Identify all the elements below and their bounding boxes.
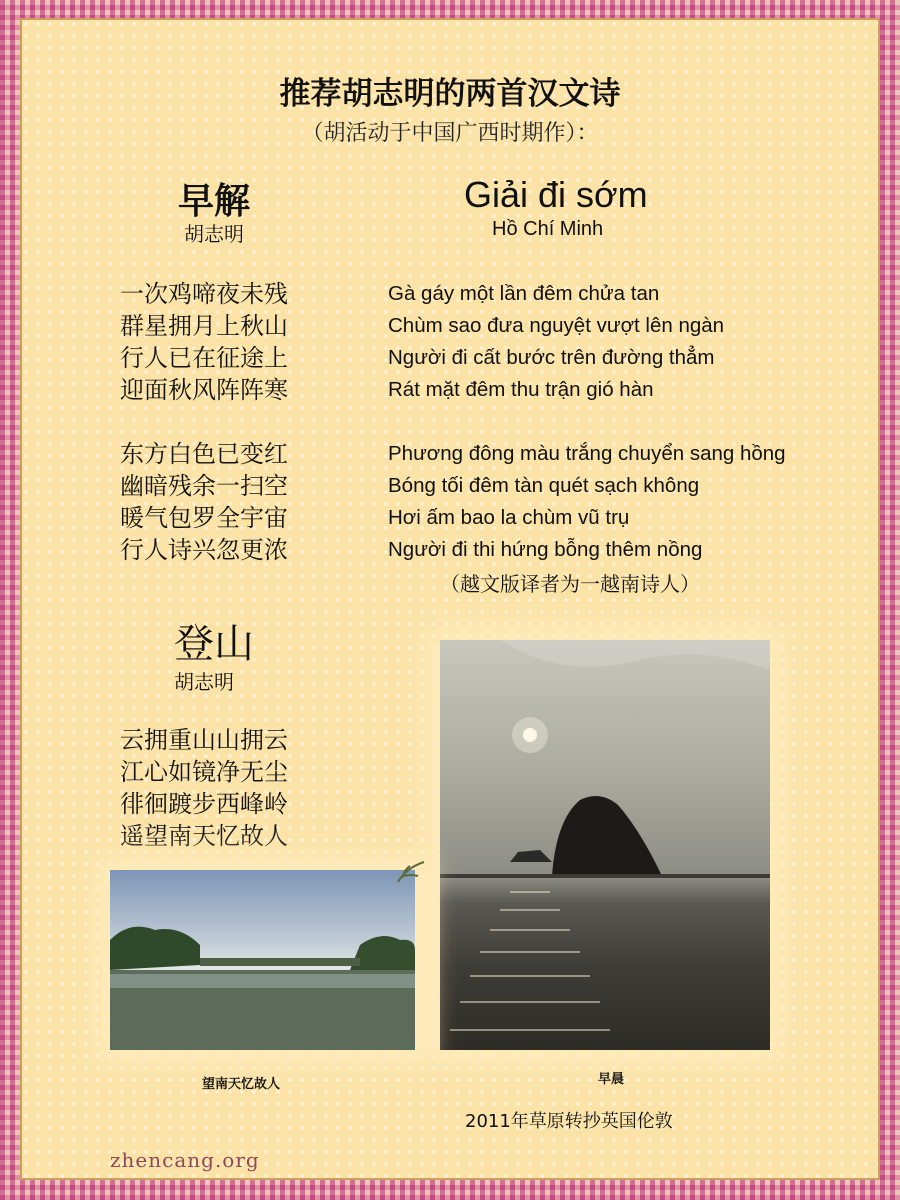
poem1-cn-lines: [120, 278, 288, 566]
page-subtitle: （胡活动于中国广西时期作）：: [301, 121, 599, 146]
stanza-gap: [120, 406, 288, 438]
translator-note: （越文版译者为一越南诗人）: [440, 572, 700, 596]
poem-line: Người đi thi hứng bỗng thêm nồng: [388, 538, 703, 561]
poem-line: Rát mặt đêm thu trận gió hàn: [388, 378, 654, 401]
poem-line: Phương đông màu trắng chuyển sang hồng: [388, 442, 786, 465]
palm-leaf-icon: [396, 858, 426, 886]
poem1-vn-title: Giải đi sớm: [464, 174, 648, 215]
poem1-vn-lines: [388, 278, 786, 566]
poem-line: Bóng tối đêm tàn quét sạch không: [388, 474, 700, 497]
stanza-gap: [388, 406, 786, 438]
poem-line: Chùm sao đưa nguyệt vượt lên ngàn: [388, 314, 725, 337]
poem-line: 遥望南天忆故人: [120, 822, 288, 850]
poem1-cn-author: 胡志明: [184, 222, 244, 246]
poem-line: 云拥重山山拥云: [120, 726, 288, 754]
poem-line: 群星拥月上秋山: [120, 312, 288, 340]
lake-illustration: [110, 870, 415, 1050]
poem-line: 幽暗残余一扫空: [120, 472, 288, 500]
poem-line: 行人诗兴忽更浓: [120, 536, 288, 564]
site-watermark: zhencang.org: [110, 1148, 260, 1172]
poem-line: Gà gáy một lần đêm chửa tan: [388, 282, 660, 305]
sunrise-lake-photo: [440, 640, 770, 1050]
poem-line: 暖气包罗全宇宙: [120, 504, 288, 532]
poem-line: Người đi cất bước trên đường thẳm: [388, 346, 715, 369]
poem-line: 迎面秋风阵阵寒: [120, 376, 288, 404]
poem2-cn-title: 登山: [174, 621, 254, 667]
poem-line: 行人已在征途上: [120, 344, 288, 372]
page-title: 推荐胡志明的两首汉文诗: [279, 76, 621, 112]
lake-photo: [110, 870, 415, 1050]
poem-line: Hơi ấm bao la chùm vũ trụ: [388, 506, 630, 529]
poem1-cn-title: 早解: [178, 181, 251, 222]
poem-line: 东方白色已变红: [120, 440, 288, 468]
poem1-vn-author: Hồ Chí Minh: [492, 218, 604, 240]
source-credit: 2011年草原转抄英国伦敦: [465, 1111, 673, 1132]
poem-line: 江心如镜净无尘: [120, 758, 288, 786]
left-photo-caption: 望南天忆故人: [202, 1077, 281, 1092]
poem-line: 一次鸡啼夜未残: [120, 280, 288, 308]
poem2-cn-lines: [120, 724, 288, 852]
poem2-cn-author: 胡志明: [174, 670, 234, 694]
poem-line: 徘徊踱步西峰岭: [120, 790, 288, 818]
right-photo-caption: 早晨: [598, 1072, 625, 1087]
sunrise-lake-illustration: [440, 640, 770, 1050]
